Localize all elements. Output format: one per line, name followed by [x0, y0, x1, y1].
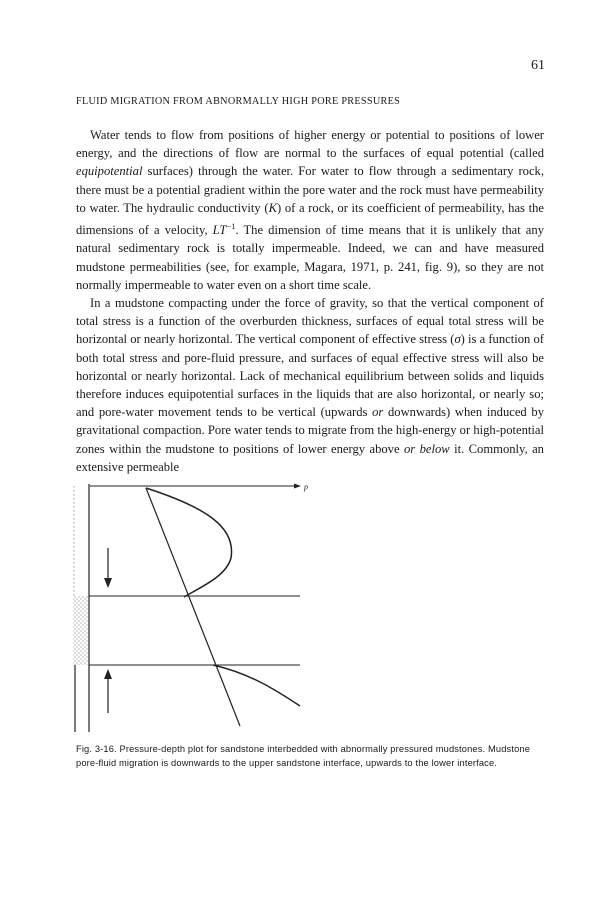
- page-number: 61: [531, 58, 545, 73]
- upward-arrow-icon: [104, 669, 112, 679]
- paragraph-2-emphasis-or-below: or below: [403, 441, 450, 456]
- paragraph-2-text-c: ) is a function of both total stress and pore-fluid pressure, and surfaces of equal effective stress will also be horizontal or nearly horizontal. Lack of mechanical equilibrium between solids and liquids therefore induces equipotential surfaces in the liquids that are also horizontal, or nearly so; and pore-water movement tends to be vertical (upwards: [76, 332, 544, 420]
- paragraph-1-emphasis-equipotential: equipotential: [76, 164, 143, 179]
- figure-3-16: [68, 478, 318, 736]
- body-text: [76, 126, 544, 476]
- pressure-axis-arrowhead: [294, 484, 301, 489]
- paragraph-2-text-g: it. Commonly, an extensive permeable: [76, 441, 544, 474]
- pressure-axis-label: p: [304, 482, 308, 492]
- paragraph-1-text-c: surfaces) through the water. For water to flow through a sedimentary rock, there must be a potential gradient within the pore water and the rock must have permeability to water. The hydraulic conductivity (: [76, 164, 544, 215]
- upper-pressure-curve: [146, 488, 232, 597]
- paragraph-2-text-e: downwards) when induced by gravitational compaction. Pore water tends to migrate from the high-energy or high-potential zones within the mudstone to positions of lower energy above: [76, 405, 544, 456]
- paragraph-1-symbol-k: K: [268, 200, 277, 215]
- downward-arrow-icon: [104, 578, 112, 588]
- lower-pressure-curve: [213, 665, 300, 706]
- paragraph-1: [76, 126, 544, 294]
- running-head: FLUID MIGRATION FROM ABNORMALLY HIGH PORE PRESSURES: [76, 96, 401, 107]
- paragraph-1-text-h: . The dimension of time means that it is unlikely that any natural sedimentary rock is totally impermeable. Indeed, we can and have measured mudstone permeabilities (see, for example, Magara, 1971, p. 241, fig. 9), so they are not normally impermeable to water even on a short time scale.: [76, 223, 544, 292]
- paragraph-2-symbol-sigma: σ: [454, 332, 461, 347]
- paragraph-1-symbol-lt: LT: [212, 223, 227, 238]
- paragraph-2-text-a: In a mudstone compacting under the force of gravity, so that the vertical component of total stress is a function of the overburden thickness, surfaces of equal total stress will be horizontal or nearly horizontal. The vertical component of effective stress (: [76, 296, 544, 347]
- paragraph-1-text-e: ) of a rock, or its coefficient of permeability, has the dimensions of a velocity,: [76, 200, 544, 238]
- figure-caption: Fig. 3-16. Pressure-depth plot for sandstone interbedded with abnormally pressured mudstones. Mudstone pore-fluid migration is downwards to the upper sandstone interface, upwards to the lower interface.: [76, 744, 531, 768]
- paragraph-1-text-a: Water tends to flow from positions of higher energy or potential to positions of lower energy, and the directions of flow are normal to the surfaces of equal potential (called: [76, 128, 544, 161]
- paragraph-1-exponent: −1: [226, 221, 236, 232]
- pressure-depth-plot: [68, 478, 318, 736]
- paragraph-2: [76, 294, 544, 476]
- hydrostatic-pressure-line: [146, 488, 240, 726]
- sandstone-layer: [73, 596, 88, 665]
- paragraph-2-emphasis-or: or: [372, 405, 384, 420]
